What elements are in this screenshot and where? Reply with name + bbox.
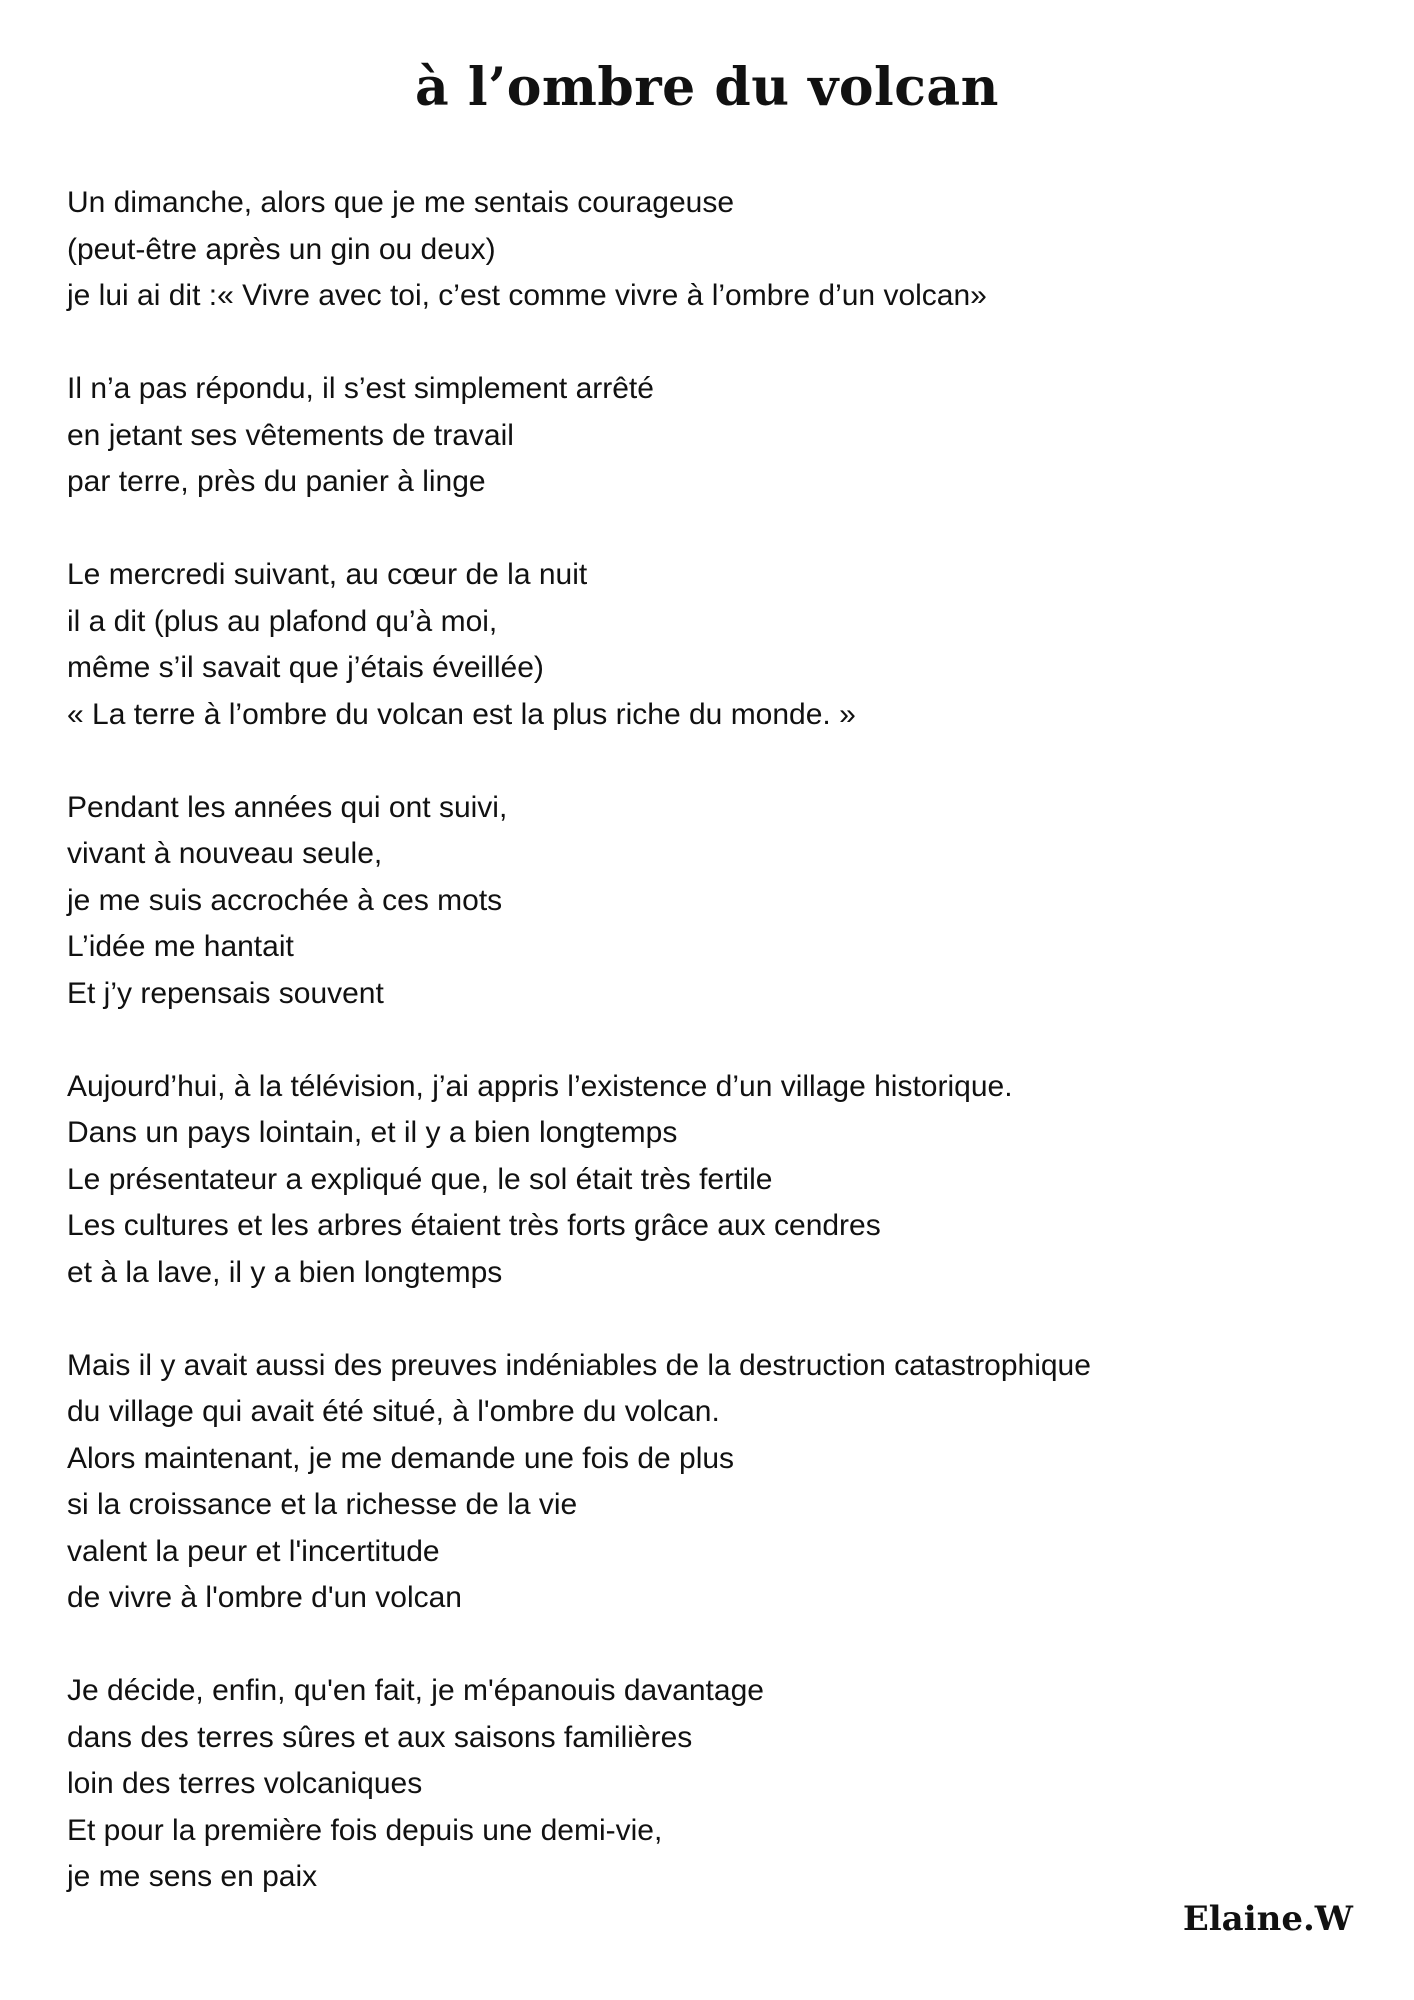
poem-line: il a dit (plus au plafond qu’à moi, [67, 604, 498, 638]
stanza [67, 785, 1367, 1018]
poem-line: dans des terres sûres et aux saisons familières [67, 1720, 693, 1754]
poem-line: Il n’a pas répondu, il s’est simplement arrêté [67, 372, 654, 405]
poem-line: si la croissance et la richesse de la vie [67, 1488, 578, 1521]
stanza [67, 180, 1367, 320]
stanza [67, 1343, 1367, 1622]
poem-line: Les cultures et les arbres étaient très forts grâce aux cendres [67, 1209, 881, 1242]
poem-line: et à la lave, il y a bien longtemps [67, 1255, 503, 1289]
poem-line: Et j’y repensais souvent [67, 976, 384, 1010]
poem-line: Pendant les années qui ont suivi, [67, 790, 508, 824]
poem-line: valent la peur et l'incertitude [67, 1534, 440, 1568]
poem-line: même s’il savait que j’étais éveillée) [67, 651, 544, 684]
poem-line: « La terre à l’ombre du volcan est la plus riche du monde. » [67, 697, 856, 731]
poem-line: je me suis accrochée à ces mots [67, 883, 503, 917]
poem-title: à l’ombre du volcan [415, 57, 999, 118]
poem-line: de vivre à l'ombre d'un volcan [67, 1581, 462, 1614]
poem-line: Le présentateur a expliqué que, le sol était très fertile [67, 1162, 773, 1196]
poem-line: Mais il y avait aussi des preuves indéniables de la destruction catastrophique [67, 1348, 1091, 1382]
poem-line: L’idée me hantait [67, 930, 294, 963]
poem-line: Dans un pays lointain, et il y a bien longtemps [67, 1116, 678, 1149]
poem-line: Alors maintenant, je me demande une fois de plus [67, 1441, 735, 1475]
poem-line: en jetant ses vêtements de travail [67, 418, 514, 452]
poem-line: Et pour la première fois depuis une demi-vie, [67, 1813, 663, 1847]
poem-line: Le mercredi suivant, au cœur de la nuit [67, 558, 588, 591]
poem-line: (peut-être après un gin ou deux) [67, 232, 496, 266]
poem-line: du village qui avait été situé, à l'ombre du volcan. [67, 1395, 720, 1428]
author-signature: Elaine.W [1182, 1899, 1353, 1939]
poem-body [67, 180, 1367, 1947]
poem-line: loin des terres volcaniques [67, 1767, 423, 1800]
poem-line: par terre, près du panier à linge [67, 465, 486, 498]
poem-line: vivant à nouveau seule, [67, 837, 383, 870]
stanza [67, 1668, 1367, 1901]
poem-line: je lui ai dit :« Vivre avec toi, c’est comme vivre à l’ombre d’un volcan» [67, 279, 987, 312]
poem-line: Aujourd’hui, à la télévision, j’ai appris l’existence d’un village historique. [67, 1069, 1013, 1103]
stanza [67, 552, 1367, 738]
stanza [67, 366, 1367, 506]
poem-line: Un dimanche, alors que je me sentais courageuse [67, 186, 735, 219]
poem-line: je me sens en paix [67, 1860, 318, 1893]
poem-line: Je décide, enfin, qu'en fait, je m'épanouis davantage [67, 1674, 764, 1707]
stanza [67, 1064, 1367, 1297]
